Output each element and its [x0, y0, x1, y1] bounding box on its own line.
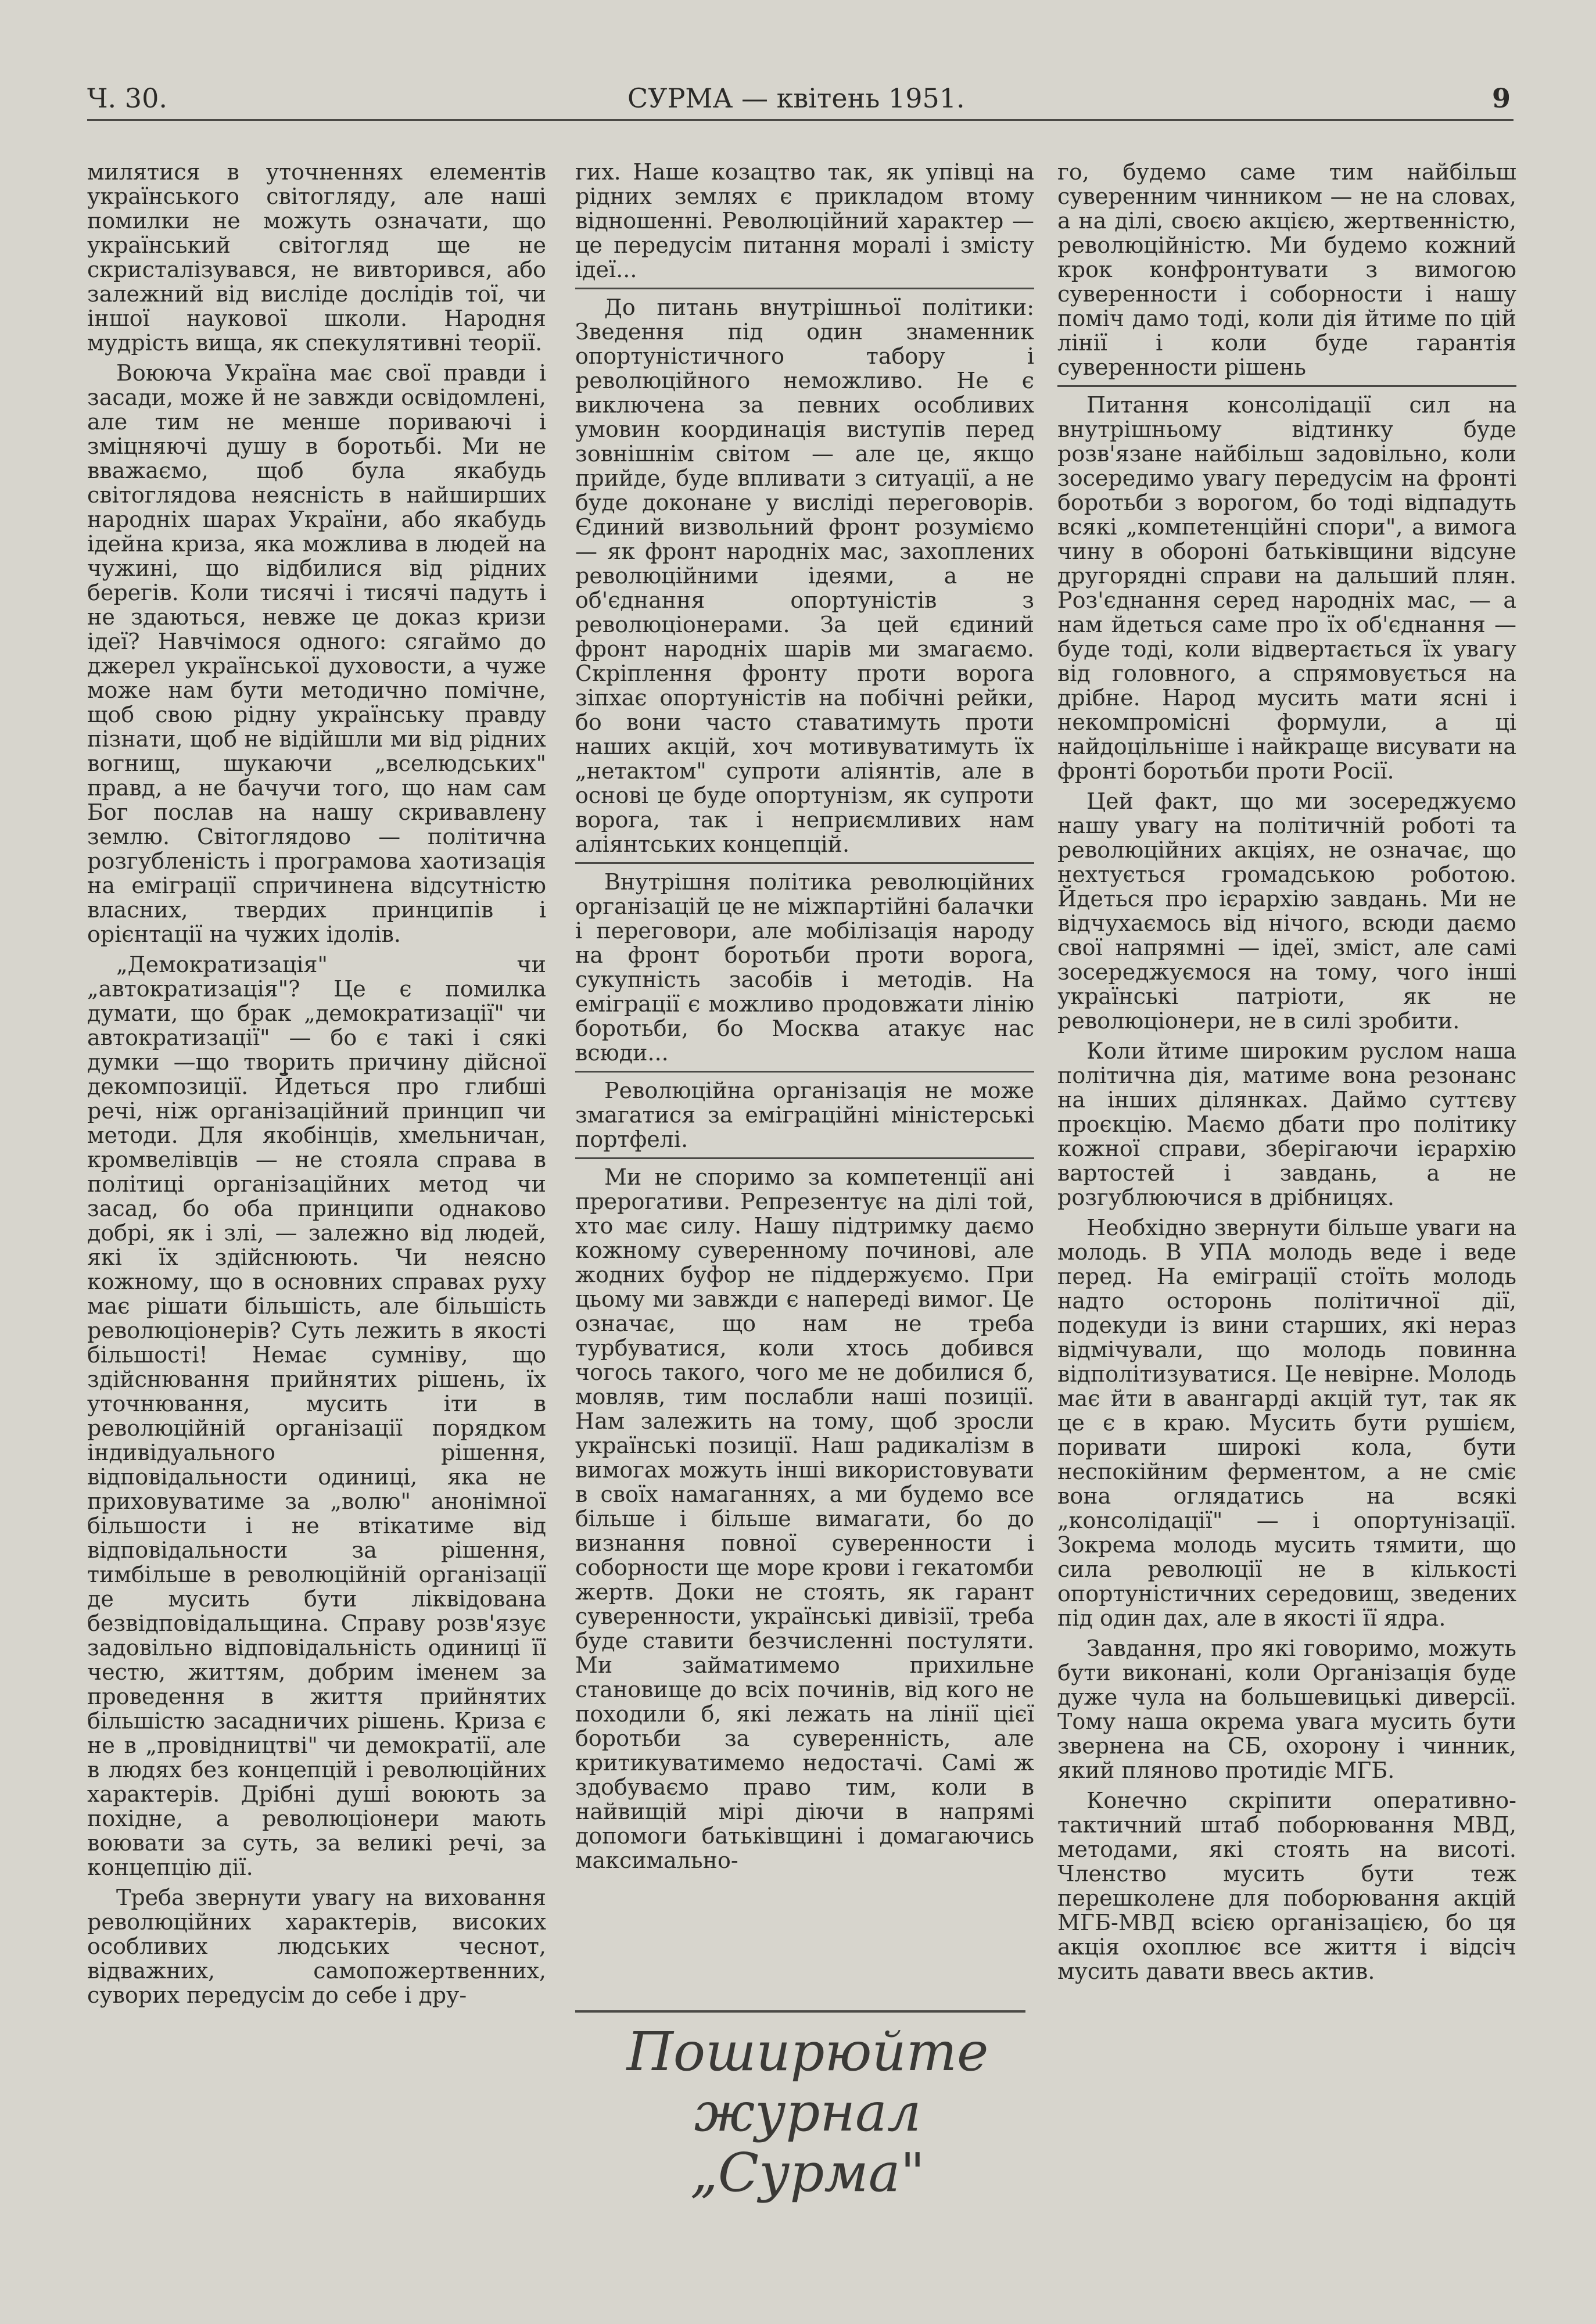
paragraph: Необхідно звернути більше уваги на молодь. В УПА молодь веде і веде перед. На еміграції стоїть молодь надто осторонь політичної дії, подекуди із вини старших, які нераз відмічували, що молодь повинна відполітизуватися. Це невірне. Молодь має йти в авангарді акцій тут, так як це є в краю. Мусить бути рушієм, поривати широкі кола, бути неспокійним ферментом, а не сміє вона оглядатись на всякі „консолідації" — і опортунізації. Зокрема молодь мусить тямити, що сила революції не в кількості опортуністичних середовищ, зведених під один дах, але в якості її ядра. — [1057, 1215, 1516, 1631]
running-title: СУРМА — квітень 1951. — [627, 83, 965, 114]
advert-line: журнал — [694, 2081, 921, 2143]
paragraph: Конечно скріпити оперативно-тактичний штаб поборювання МВД, методами, які стоять на висоті. Членство мусить бути теж перешколене для поборювання акцій МГБ-МВД всією організацією, бо ця акція охоплює все життя і відсіч мусить давати ввесь актив. — [1057, 1788, 1516, 1984]
paragraph: милятися в уточненнях елементів українського світогляду, але наші помилки не можуть означати, що український світогляд ще не скристалізувався, не вивторився, або залежний від висліде дослідів тої, чи іншої наукової школи. Народня мудрість вища, як спекулятивні теорії. — [87, 159, 546, 356]
column-divider — [575, 1071, 1034, 1073]
paragraph: гих. Наше козацтво так, як упівці на рідних землях є прикладом втому відношенні. Революційний характер — це передусім питання моралі і змісту ідеї... — [575, 159, 1034, 282]
advert-line: Поширюйте — [626, 2021, 989, 2083]
paragraph: го, будемо саме тим найбільш суверенним чинником — не на словах, а на ділі, своєю акцією, жертвенністю, революційністю. Ми будемо кожний крок конфронтувати з вимогою суверенности і соборности і нашу поміч дамо тоді, коли дія йтиме по цій лінії і коли буде гарантія суверенности рішень — [1057, 159, 1516, 380]
column-divider — [575, 862, 1034, 864]
paragraph: Треба звернути увагу на виховання революційних характерів, високих особливих людських чеснот, відважних, самопожертвенних, суворих передусім до себе і дру- — [87, 1885, 546, 2008]
column-divider — [1057, 385, 1516, 387]
paragraph: Революційна організація не може змагатися за еміграційні міністерські портфелі. — [575, 1078, 1034, 1152]
paragraph: Ми не споримо за компетенції ані прерогативи. Репрезентує на ділі той, хто має силу. Нашу підтримку даємо кожному суверенному починові, але жодних буфор не піддержуємо. При цьому ми завжди є напереді вимог. Це означає, що нам не треба турбуватися, коли хтось добився чогось такого, чого ме не добилися б, мовляв, тим послабли наші позиції. Нам залежить на тому, щоб зросли українські позиції. Наш радикалізм в вимогах можуть інші використовувати в своїх намаганнях, а ми будемо все більше і більше вимагати, бо до визнання повної суверенности і соборности ще море крови і гекатомби жертв. Доки не стоять, як гарант суверенности, українські дивізії, треба буде ставити безчисленні постуляти. Ми займатимемо прихильне становище до всіх починів, від кого не походили б, які лежать на лінії цієї боротьби за суверенність, але критикуватимемо недостачі. Самі ж здобуваємо право тим, коли в найвищій мірі діючи в напрямі допомоги батьківщині і домагаючись максимально- — [575, 1164, 1034, 1873]
magazine-advert — [610, 2022, 1005, 2203]
paragraph: Завдання, про які говоримо, можуть бути виконані, коли Організація буде дуже чула на большевицькі диверсії. Тому наша окрема увага мусить бути звернена на СБ, охорону і чинник, який пляново протидіє МГБ. — [1057, 1636, 1516, 1783]
paragraph: Питання консолідації сил на внутрішньому відтинку буде розв'язане найбільш задовільно, коли зосередимо увагу передусім на фронті боротьби з ворогом, бо тоді відпадуть всякі „компетенційні спори", а вимога чину в обороні батьківщини відсуне другорядні справи на дальший плян. Роз'єднання серед народніх мас, — а нам йдеться саме про їх об'єднання — буде тоді, коли відвертається їх увагу від головного, а спрямовується на дрібне. Народ мусить мати ясні і некомпромісні формули, а ці найдоцільніше і найкраще висувати на фронті боротьби проти Росії. — [1057, 392, 1516, 784]
text-column-3 — [1057, 160, 1516, 1989]
paragraph: Коли йтиме широким руслом наша політична дія, матиме вона резонанс на інших ділянках. Даймо суттєву проєкцію. Маємо дбати про політику кожної справи, зберігаючи ієрархію вартостей і завдань, а не розгублюючися в дрібницях. — [1057, 1038, 1516, 1210]
text-column-2 — [575, 160, 1034, 1878]
paragraph: „Демократизація" чи „автократизація"? Це є помилка думати, що брак „демократизації" чи автократизації" — бо є такі і сякі думки —що творить причину дійсної декомпозиції. Йдеться про глибші речі, ніж організаційний принцип чи методи. Для якобінців, хмельничан, кромвелівців — не стояла справа в політиці організаційних метод чи засад, бо оба принципи однаково добрі, як і злі, — залежно від людей, які їх здійснюють. Чи неясно кожному, що в основних справах руху має рішати більшість, але більшість революціонерів? Суть лежить в якості більшості! Немає сумніву, що здійснювання прийнятих рішень, їх уточнювання, мусить іти в революційній організації порядком індивідуального рішення, відповідальности одиниці, яка не приховуватиме за „волю" анонімної більшости і не втікатиме від відповідальности за рішення, тимбільше в революційній організації де мусить бути ліквідована безвідповідальщина. Справу розв'язує задовільно відповідальність одиниці її честю, життям, добрим іменем за проведення в життя прийнятих більшістю засадничих рішень. Криза є не в „провідництві" чи демократії, але в людях без концепцій і революційних характерів. Дрібні душі воюють за похідне, а революціонери мають воювати за суть, за великі речі, за концепцію дії. — [87, 952, 546, 1880]
page-number: 9 — [1491, 83, 1511, 114]
column-divider — [575, 288, 1034, 289]
paragraph: До питань внутрішньої політики: Зведення під один знаменник опортуністичного табору і революційного неможливо. Не є виключена за певних особливих умовин координація виступів перед зовнішнім світом — але це, якщо прийде, буде впливати з ситуації, а не буде доконане у висліді переговорів. Єдиний визвольний фронт розуміємо — як фронт народніх мас, захоплених революційними ідеями, а не об'єднання опортуністів з революціонерами. За цей єдиний фронт народніх шарів ми змагаємо. Скріплення фронту проти ворога зіпхає опортуністів на побічні рейки, бо вони часто ставатимуть проти наших акцій, хоч мотивуватимуть їх „нетактом" супроти аліянтів, але в основі це буде опортунізм, як супроти ворога, так і неприємливих нам аліянтських концепцій. — [575, 295, 1034, 857]
paragraph: Цей факт, що ми зосереджуємо нашу увагу на політичній роботі та революційних акціях, не означає, що нехтується громадською роботою. Йдеться про ієрархію завдань. Ми не відчухаємось від нічого, всюди даємо свої напрямні — ідеї, зміст, але самі зосереджуємося на тому, чого інші українські патріоти, як не революціонери, не в силі зробити. — [1057, 788, 1516, 1034]
issue-number: Ч. 30. — [87, 83, 167, 114]
header-rule — [87, 119, 1513, 121]
column-divider — [575, 1157, 1034, 1159]
advert-rule — [575, 2010, 1025, 2013]
page-header — [87, 83, 1511, 123]
paragraph: Внутрішня політика революційних організацій це не міжпартійні балачки і переговори, але мобілізація народу на фронт боротьби проти ворога, сукупність засобів і методів. На еміграції є можливо продовжати лінію боротьби, бо Москва атакує нас всюди... — [575, 869, 1034, 1066]
advert-line: „Сурма" — [690, 2142, 925, 2204]
paragraph: Воююча Україна має свої правди і засади, може й не завжди освідомлені, але тим не менше пориваючі і зміцняючі душу в боротьбі. Ми не вважаємо, щоб була якабудь світоглядова неясність в найширших народніх шарах України, або якабудь ідейна криза, яка можлива в людей на чужині, що відбилися від рідних берегів. Коли тисячі і тисячі падуть і не здаються, невже це доказ кризи ідеї? Навчімося одного: сягаймо до джерел української духовости, а чуже може нам бути методично помічне, щоб свою рідну українську правду пізнати, щоб не відійшли ми від рідних вогнищ, шукаючи „вселюдських" правд, а не бачучи того, що нам сам Бог послав на нашу скривавлену землю. Світоглядово — політична розгубленість і програмова хаотизація на еміграції спричинена відсутністю власних, твердих принципів і орієнтації на чужих ідолів. — [87, 360, 546, 947]
text-column-1 — [87, 160, 546, 2013]
